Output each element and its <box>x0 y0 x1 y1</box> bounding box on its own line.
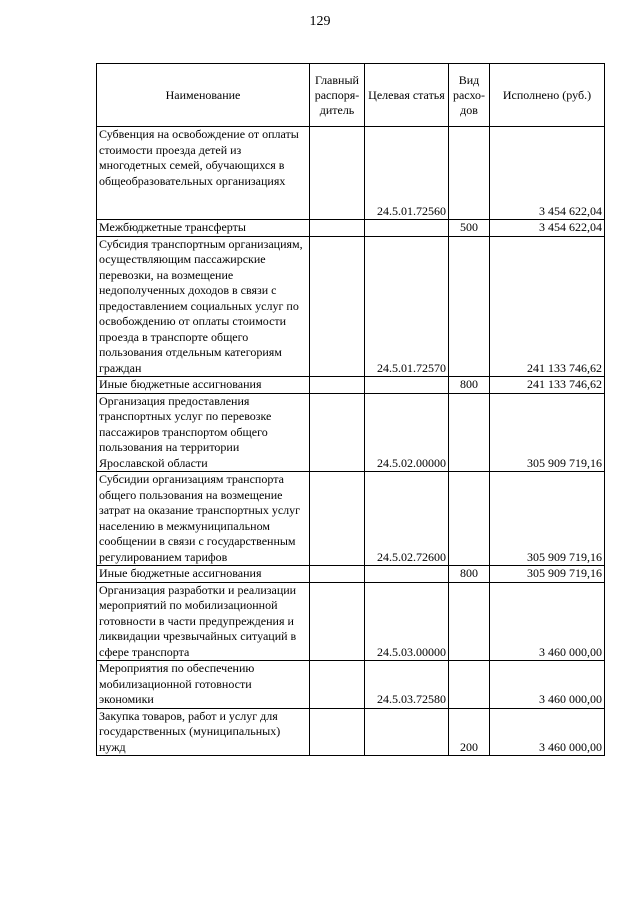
header-executed: Исполнено (руб.) <box>490 64 605 127</box>
row-admin <box>310 708 365 756</box>
row-expense-type: 800 <box>449 566 490 583</box>
table-row <box>97 127 605 220</box>
row-amount: 241 133 746,62 <box>490 377 605 394</box>
row-expense-type: 200 <box>449 708 490 756</box>
row-target-code <box>365 708 449 756</box>
row-name: Организация предоставления транспортных услуг по перевозке пассажиров транспортом общего пользования на территории Ярославской области <box>97 393 310 472</box>
row-admin <box>310 127 365 220</box>
row-name: Иные бюджетные ассигнования <box>97 566 310 583</box>
row-target-code: 24.5.02.72600 <box>365 472 449 566</box>
row-admin <box>310 661 365 709</box>
table-row <box>97 393 605 472</box>
row-name: Субсидии организациям транспорта общего пользования на возмещение затрат на оказание транспортных услуг населению в межмуниципальном сообщении в связи с государственным регулированием тарифов <box>97 472 310 566</box>
row-target-code: 24.5.01.72560 <box>365 127 449 220</box>
row-admin <box>310 472 365 566</box>
row-name: Иные бюджетные ассигнования <box>97 377 310 394</box>
table-row <box>97 708 605 756</box>
table-row <box>97 661 605 709</box>
row-amount: 3 460 000,00 <box>490 708 605 756</box>
table-row <box>97 220 605 237</box>
budget-table <box>96 63 605 756</box>
row-amount: 3 454 622,04 <box>490 220 605 237</box>
table-row <box>97 472 605 566</box>
header-admin: Главный распоря-дитель <box>310 64 365 127</box>
row-admin <box>310 566 365 583</box>
table-header <box>97 64 605 127</box>
row-amount: 305 909 719,16 <box>490 393 605 472</box>
row-amount: 241 133 746,62 <box>490 236 605 377</box>
row-expense-type <box>449 393 490 472</box>
row-admin <box>310 582 365 661</box>
row-admin <box>310 393 365 472</box>
row-amount: 3 454 622,04 <box>490 127 605 220</box>
row-expense-type <box>449 661 490 709</box>
header-name: Наименование <box>97 64 310 127</box>
row-amount: 3 460 000,00 <box>490 582 605 661</box>
header-target: Целевая статья <box>365 64 449 127</box>
row-admin <box>310 236 365 377</box>
table-row <box>97 377 605 394</box>
row-target-code: 24.5.01.72570 <box>365 236 449 377</box>
row-target-code <box>365 220 449 237</box>
header-row <box>97 64 605 127</box>
row-admin <box>310 220 365 237</box>
table-row <box>97 236 605 377</box>
row-target-code: 24.5.03.72580 <box>365 661 449 709</box>
row-name: Субсидия транспортным организациям, осуществляющим пассажирские перевозки, на возмещение недополученных доходов в связи с предоставлением социальных услуг по освобождению от оплаты стоимости проезда в транспорте общего пользования отдельным категориям граждан <box>97 236 310 377</box>
row-expense-type <box>449 127 490 220</box>
row-expense-type <box>449 582 490 661</box>
row-target-code: 24.5.03.00000 <box>365 582 449 661</box>
row-name: Организация разработки и реализации мероприятий по мобилизационной готовности в части предупреждения и ликвидации чрезвычайных ситуаций в сфере транспорта <box>97 582 310 661</box>
row-expense-type <box>449 472 490 566</box>
row-expense-type: 800 <box>449 377 490 394</box>
header-type: Вид расхо-дов <box>449 64 490 127</box>
row-admin <box>310 377 365 394</box>
row-target-code: 24.5.02.00000 <box>365 393 449 472</box>
row-target-code <box>365 566 449 583</box>
row-amount: 305 909 719,16 <box>490 472 605 566</box>
row-name-text: Субвенция на освобождение от оплаты стоимости проезда детей из многодетных семей, обучающихся в общеобразовательных организациях <box>99 127 299 188</box>
row-expense-type <box>449 236 490 377</box>
row-amount: 3 460 000,00 <box>490 661 605 709</box>
table-row <box>97 582 605 661</box>
row-target-code <box>365 377 449 394</box>
table-row <box>97 566 605 583</box>
row-amount: 305 909 719,16 <box>490 566 605 583</box>
row-name: Мероприятия по обеспечению мобилизационной готовности экономики <box>97 661 310 709</box>
row-name <box>97 127 310 220</box>
row-name: Закупка товаров, работ и услуг для государственных (муниципальных) нужд <box>97 708 310 756</box>
page-number: 129 <box>309 14 331 29</box>
row-expense-type: 500 <box>449 220 490 237</box>
table-body <box>97 127 605 756</box>
row-name: Межбюджетные трансферты <box>97 220 310 237</box>
